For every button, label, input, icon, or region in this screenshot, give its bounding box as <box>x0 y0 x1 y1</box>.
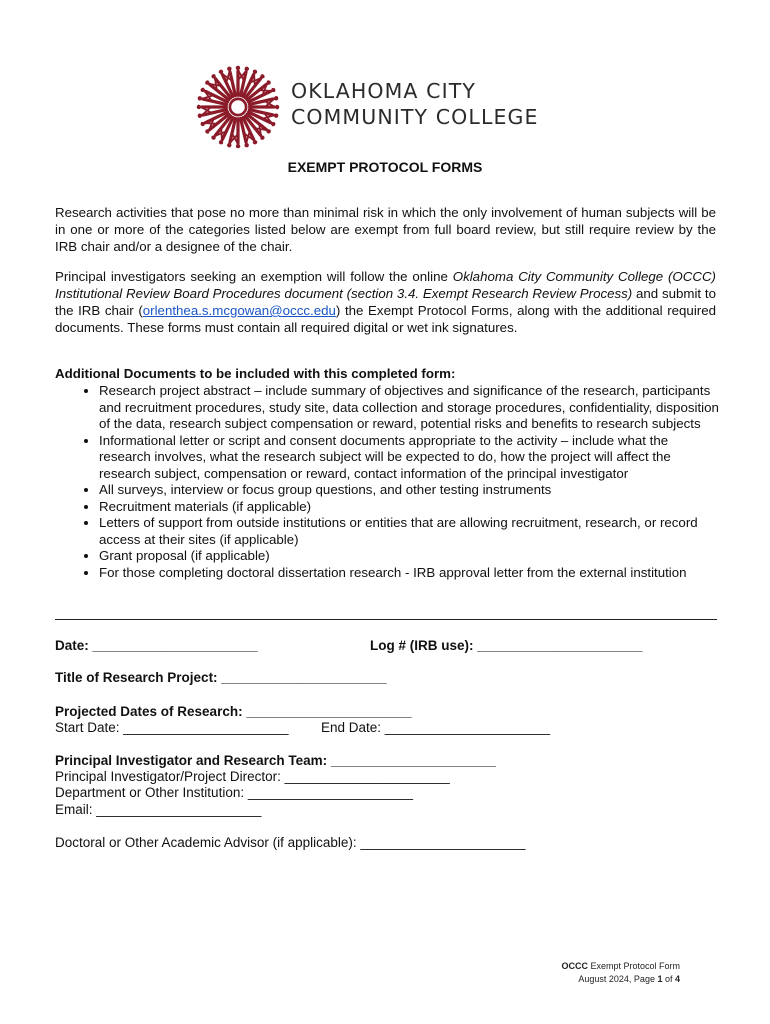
log-number-field[interactable]: Log # (IRB use): ______________________ <box>370 638 643 653</box>
footer-page-number: 1 <box>657 974 663 984</box>
list-item: • Grant proposal (if applicable) <box>99 548 719 565</box>
documents-list <box>55 383 719 581</box>
documents-heading: Additional Documents to be included with this completed form: <box>55 366 456 381</box>
research-team-field[interactable]: Principal Investigator and Research Team: ______________________ <box>55 753 497 768</box>
intro-p2-end: ) the Exempt Protocol Forms, along with the additional required documents. These forms must contain all required digital or wet ink signatures. <box>55 303 716 335</box>
list-item: • Research project abstract – include summary of objectives and significance of the research, participants and recruitment procedures, study site, data collection and storage procedures, confidentiality, disposition of the data, research subject compensation or reward, potential risks and benefits to research subjects <box>99 383 719 433</box>
college-name-line1: OKLAHOMA CITY <box>291 79 476 103</box>
procedures-document-title: Oklahoma City Community College (OCCC) Institutional Review Board Procedures document (section 3.4. Exempt Research Review Process) <box>55 269 716 301</box>
page-footer <box>520 960 680 986</box>
footer-of: of <box>662 974 675 984</box>
list-item: • Recruitment materials (if applicable) <box>99 499 719 516</box>
college-logo-icon <box>193 62 283 152</box>
principal-investigator-field[interactable]: Principal Investigator/Project Director: ______________________ <box>55 769 450 784</box>
footer-page-info <box>520 973 680 986</box>
section-divider <box>55 619 717 620</box>
intro-paragraph-2 <box>55 268 716 336</box>
list-item: • Informational letter or script and consent documents appropriate to the activity – include what the research involves, what the research subject will be expected to do, how the project will affect the research subject, compensation or reward, contact information of the principal investigator <box>99 433 719 483</box>
footer-form-title: Exempt Protocol Form <box>587 961 680 971</box>
list-item: • For those completing doctoral dissertation research - IRB approval letter from the external institution <box>99 565 719 582</box>
list-item: • All surveys, interview or focus group questions, and other testing instruments <box>99 482 719 499</box>
page-title: EXEMPT PROTOCOL FORMS <box>287 159 483 175</box>
footer-form-name <box>520 960 680 973</box>
college-name-line2: COMMUNITY COLLEGE <box>291 105 539 129</box>
end-date-field[interactable]: End Date: ______________________ <box>321 720 550 735</box>
intro-p2-mid: and submit to the IRB chair ( <box>55 286 716 318</box>
college-name <box>291 78 539 130</box>
footer-date: August 2024, Page <box>578 974 658 984</box>
projected-dates-field[interactable]: Projected Dates of Research: ______________________ <box>55 704 412 719</box>
start-date-field[interactable]: Start Date: ______________________ <box>55 720 289 735</box>
date-field[interactable]: Date: ______________________ <box>55 638 258 653</box>
intro-paragraph-1: Research activities that pose no more than minimal risk in which the only involvement of human subjects will be in one or more of the categories listed below are exempt from full board review, but still require review by the IRB chair and/or a designee of the chair. <box>55 205 716 254</box>
irb-chair-email-link[interactable]: orlenthea.s.mcgowan@occc.edu <box>142 303 336 318</box>
footer-page-total: 4 <box>674 974 680 984</box>
intro-p2-start: Principal investigators seeking an exemption will follow the online <box>55 269 453 284</box>
list-item: • Letters of support from outside institutions or entities that are allowing recruitment, research, or record access at their sites (if applicable) <box>99 515 719 548</box>
footer-occc: OCCC <box>561 961 588 971</box>
department-field[interactable]: Department or Other Institution: ______________________ <box>55 785 414 800</box>
project-title-field[interactable]: Title of Research Project: ______________________ <box>55 670 387 685</box>
academic-advisor-field[interactable]: Doctoral or Other Academic Advisor (if applicable): ______________________ <box>55 835 526 850</box>
email-field[interactable]: Email: ______________________ <box>55 802 262 817</box>
